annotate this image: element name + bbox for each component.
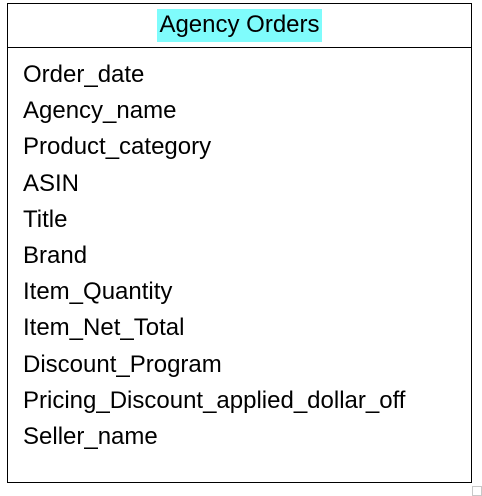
field-brand: Brand [23,242,88,270]
field-product-category: Product_category [23,133,212,161]
entity-box-agency-orders [7,3,472,483]
entity-title: Agency Orders [157,9,321,42]
field-discount-program: Discount_Program [23,350,222,378]
entity-header [8,4,471,48]
entity-field-list [8,48,471,455]
field-seller-name: Seller_name [23,423,158,451]
corner-resize-handle [472,486,482,496]
field-agency-name: Agency_name [23,97,177,125]
field-title: Title [23,205,68,233]
field-item-net-total: Item_Net_Total [23,314,185,342]
field-pricing-discount: Pricing_Discount_applied_dollar_off [23,386,406,414]
field-item-quantity: Item_Quantity [23,278,173,306]
field-asin: ASIN [23,169,80,197]
field-order-date: Order_date [23,61,145,88]
